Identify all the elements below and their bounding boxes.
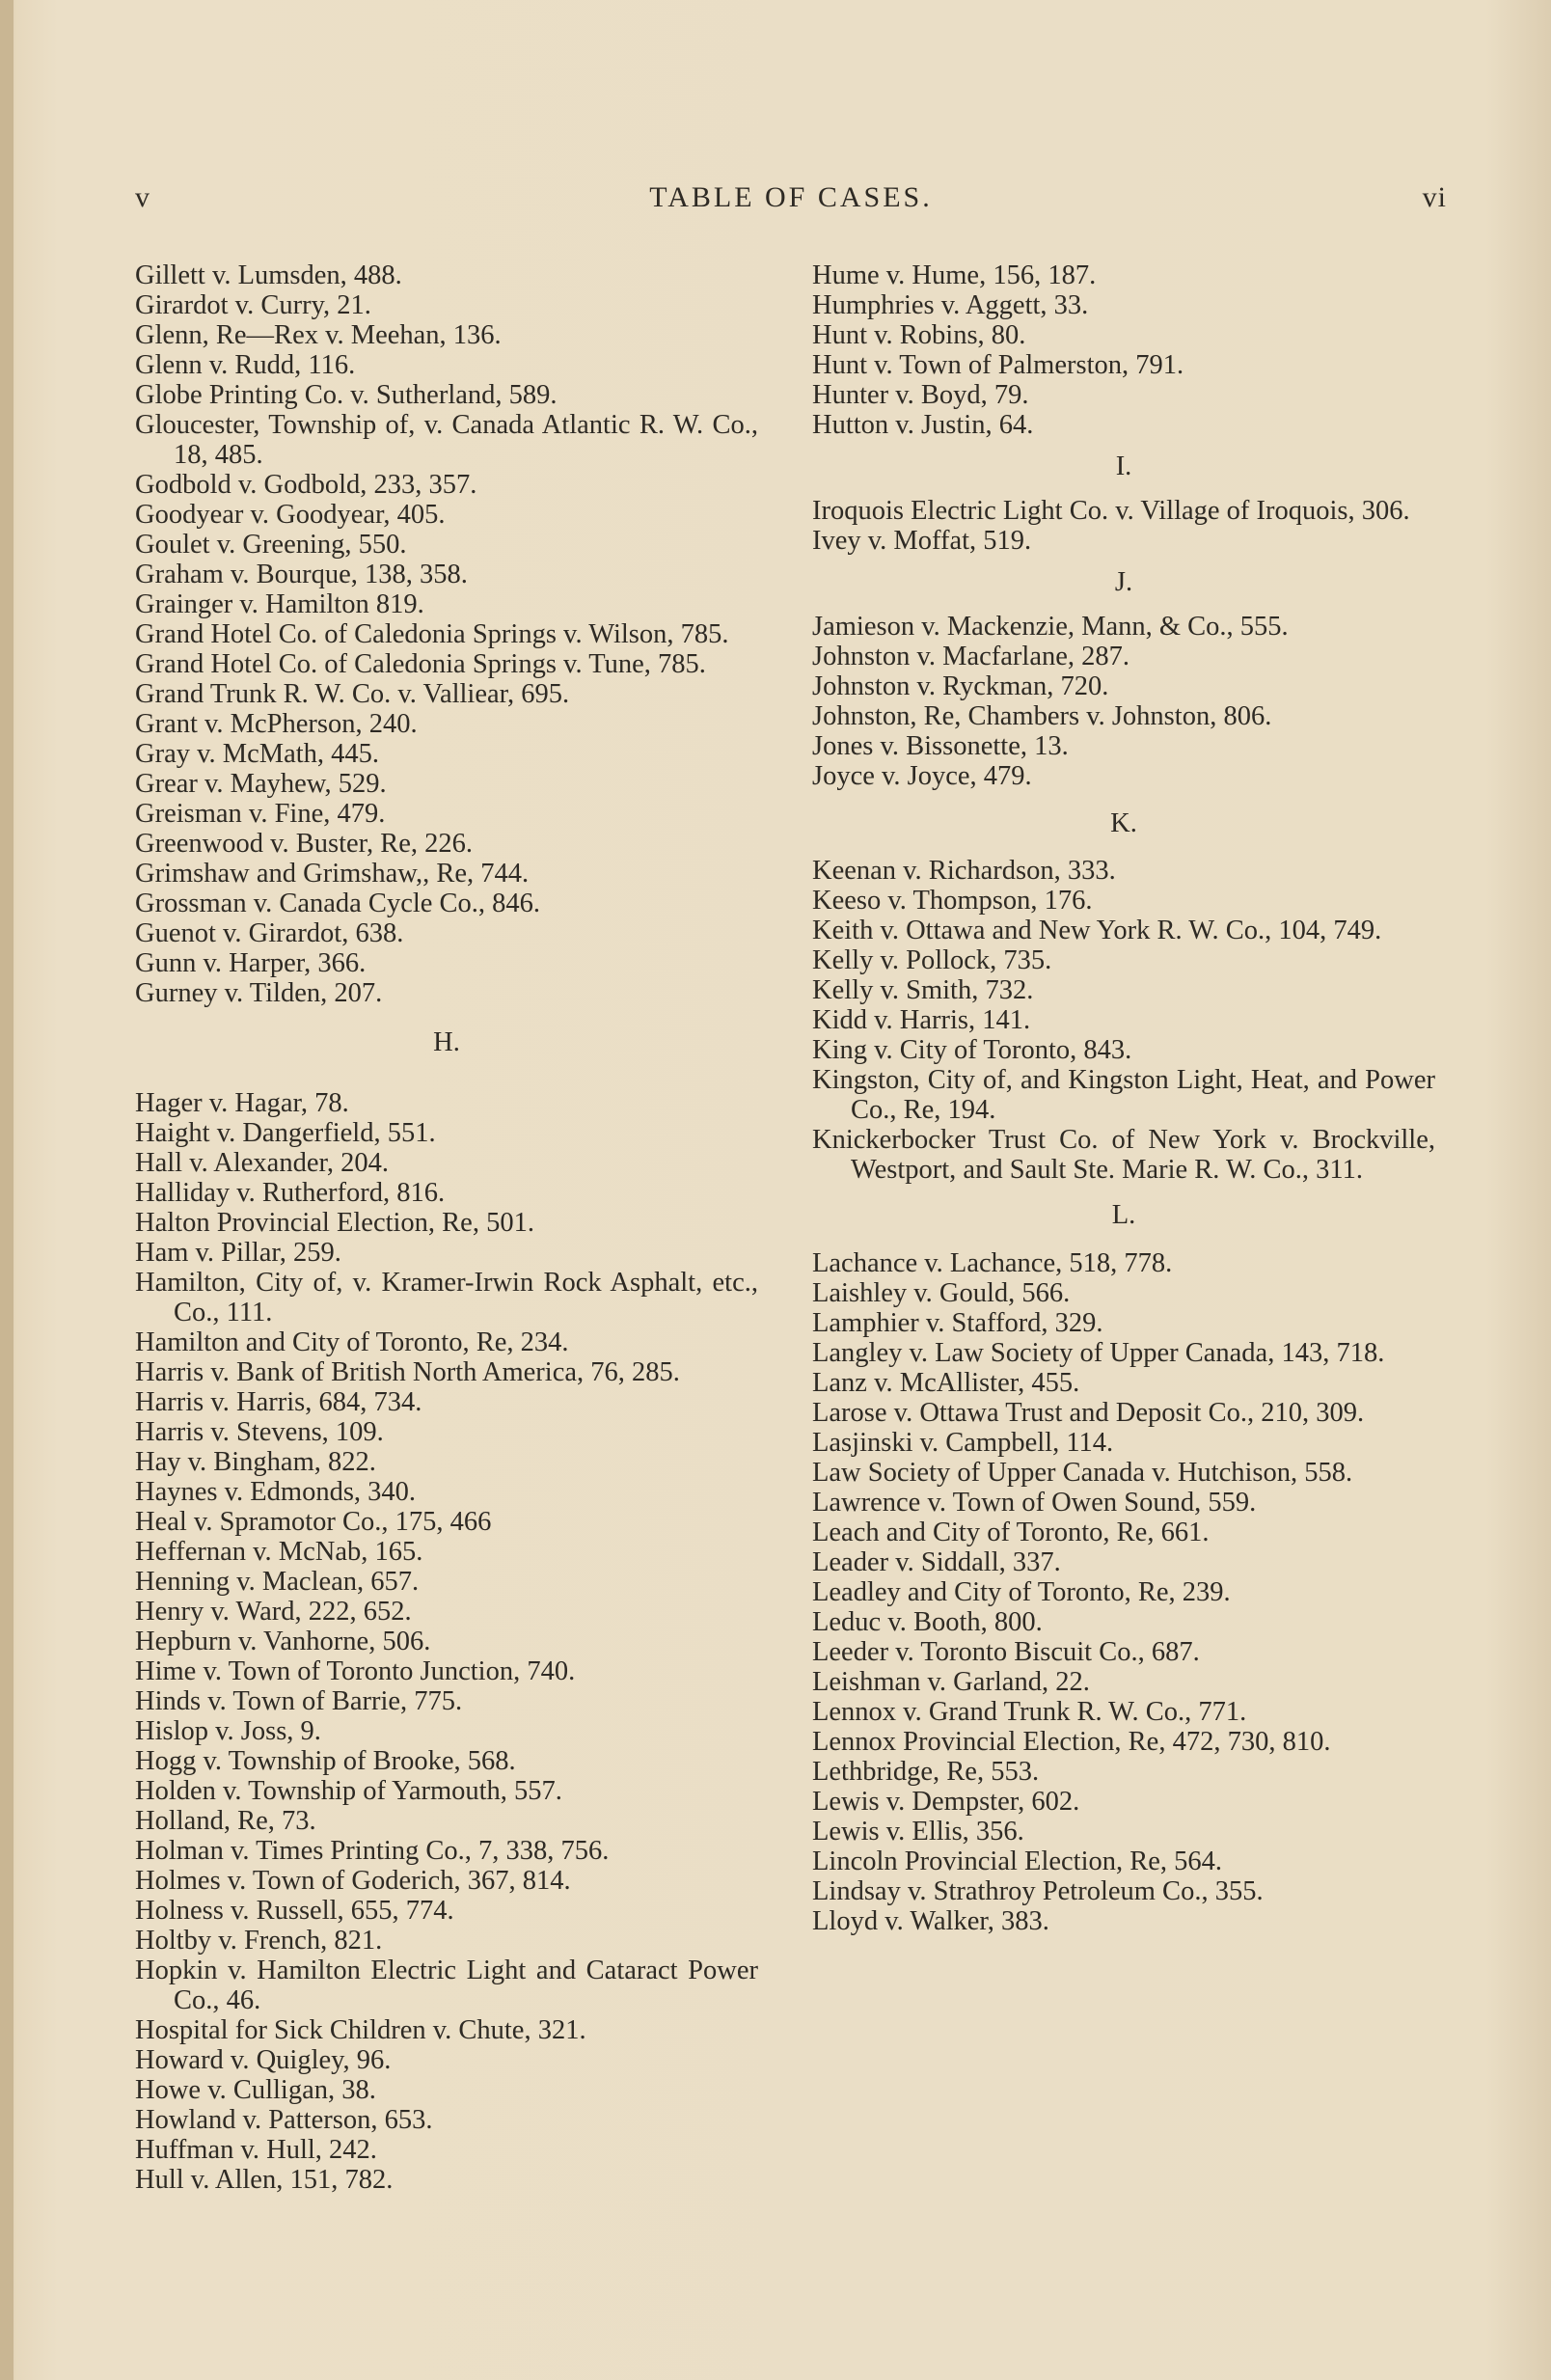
case-entry: Grimshaw and Grimshaw,, Re, 744. — [135, 859, 530, 889]
case-entry: Laishley v. Gould, 566. — [812, 1278, 1071, 1308]
case-entry: Lawrence v. Town of Owen Sound, 559. — [812, 1488, 1257, 1518]
case-entry: Glenn, Re—Rex v. Meehan, 136. — [135, 320, 502, 350]
case-entry: Hume v. Hume, 156, 187. — [812, 260, 1097, 290]
case-entry: Keeso v. Thompson, 176. — [812, 886, 1093, 916]
case-entry: Lanz v. McAllister, 455. — [812, 1368, 1080, 1398]
case-entry: Iroquois Electric Light Co. v. Village of Iroquois, 306. — [812, 496, 1410, 526]
case-entry: Hunt v. Town of Palmerston, 791. — [812, 350, 1184, 380]
case-entry: Lindsay v. Strathroy Petroleum Co., 355. — [812, 1876, 1264, 1906]
case-entry: Haight v. Dangerfield, 551. — [135, 1118, 436, 1148]
case-entry: Keith v. Ottawa and New York R. W. Co., 104, 749. — [812, 916, 1382, 945]
case-entry: Grossman v. Canada Cycle Co., 846. — [135, 889, 541, 918]
case-entry: Grear v. Mayhew, 529. — [135, 769, 387, 799]
case-entry: Larose v. Ottawa Trust and Deposit Co., 210, 309. — [812, 1398, 1365, 1428]
case-entry: Harris v. Bank of British North America, 76, 285. — [135, 1357, 680, 1387]
case-entry: Harris v. Stevens, 109. — [135, 1417, 384, 1447]
case-entry: Lethbridge, Re, 553. — [812, 1757, 1040, 1787]
case-entry: Kelly v. Pollock, 735. — [812, 945, 1052, 975]
case-entry: Ivey v. Moffat, 519. — [812, 526, 1032, 556]
case-entry: Guenot v. Girardot, 638. — [135, 918, 404, 948]
case-entry: Leduc v. Booth, 800. — [812, 1607, 1043, 1637]
case-entry: Leishman v. Garland, 22. — [812, 1667, 1090, 1697]
section-letter-heading: K. — [1110, 808, 1137, 838]
case-entry: Hamilton and City of Toronto, Re, 234. — [135, 1327, 569, 1357]
case-entry: Grant v. McPherson, 240. — [135, 709, 418, 739]
case-entry: Godbold v. Godbold, 233, 357. — [135, 470, 477, 500]
case-entry: Keenan v. Richardson, 333. — [812, 856, 1116, 886]
case-entry: Holland, Re, 73. — [135, 1806, 316, 1836]
case-entry: Johnston v. Macfarlane, 287. — [812, 642, 1129, 671]
case-entry: Globe Printing Co. v. Sutherland, 589. — [135, 380, 558, 410]
case-entry: Greisman v. Fine, 479. — [135, 799, 386, 829]
running-header — [135, 181, 1447, 220]
case-entry: Gray v. McMath, 445. — [135, 739, 380, 769]
case-entry: Hunter v. Boyd, 79. — [812, 380, 1029, 410]
case-entry: Law Society of Upper Canada v. Hutchison, 558. — [812, 1458, 1353, 1488]
case-entry: Johnston, Re, Chambers v. Johnston, 806. — [812, 701, 1272, 731]
case-entry: Knickerbocker Trust Co. of New York v. Brockville, Westport, and Sault Ste. Marie R. W. Co., 311. — [812, 1125, 1435, 1185]
case-entry: Halton Provincial Election, Re, 501. — [135, 1208, 534, 1238]
case-entry: Joyce v. Joyce, 479. — [812, 761, 1032, 791]
section-letter-heading: L. — [1111, 1200, 1136, 1230]
case-entry: Hogg v. Township of Brooke, 568. — [135, 1746, 516, 1776]
case-entry: Heal v. Spramotor Co., 175, 466 — [135, 1507, 492, 1537]
section-letter-heading: J. — [1114, 567, 1133, 597]
case-entry: Halliday v. Rutherford, 816. — [135, 1178, 446, 1208]
page-title: TABLE OF CASES. — [649, 181, 933, 213]
case-entry: Grand Trunk R. W. Co. v. Valliear, 695. — [135, 679, 570, 709]
case-entry: Lewis v. Ellis, 356. — [812, 1817, 1024, 1847]
case-entry: Hall v. Alexander, 204. — [135, 1148, 389, 1178]
case-entry: Lachance v. Lachance, 518, 778. — [812, 1248, 1173, 1278]
case-entry: Hopkin v. Hamilton Electric Light and Cataract Power Co., 46. — [135, 1956, 758, 2015]
case-entry: King v. City of Toronto, 843. — [812, 1035, 1132, 1065]
case-entry: Grand Hotel Co. of Caledonia Springs v. Tune, 785. — [135, 649, 706, 679]
case-entry: Hinds v. Town of Barrie, 775. — [135, 1686, 463, 1716]
page-binding-edge — [0, 0, 14, 2380]
case-entry: Haynes v. Edmonds, 340. — [135, 1477, 417, 1507]
case-entry: Hutton v. Justin, 64. — [812, 410, 1034, 440]
case-entry: Huffman v. Hull, 242. — [135, 2135, 377, 2165]
case-entry: Lennox Provincial Election, Re, 472, 730, 810. — [812, 1727, 1331, 1757]
case-entry: Heffernan v. McNab, 165. — [135, 1537, 423, 1567]
case-entry: Kidd v. Harris, 141. — [812, 1005, 1031, 1035]
case-entry: Hepburn v. Vanhorne, 506. — [135, 1627, 431, 1656]
case-entry: Harris v. Harris, 684, 734. — [135, 1387, 422, 1417]
case-entry: Kingston, City of, and Kingston Light, Heat, and Power Co., Re, 194. — [812, 1065, 1435, 1125]
case-entry: Leach and City of Toronto, Re, 661. — [812, 1518, 1210, 1547]
case-entry: Holden v. Township of Yarmouth, 557. — [135, 1776, 562, 1806]
case-entry: Jones v. Bissonette, 13. — [812, 731, 1069, 761]
case-entry: Kelly v. Smith, 732. — [812, 975, 1034, 1005]
case-entry: Hager v. Hagar, 78. — [135, 1088, 349, 1118]
case-entry: Holtby v. French, 821. — [135, 1926, 383, 1956]
case-entry: Ham v. Pillar, 259. — [135, 1238, 341, 1268]
case-entry: Leader v. Siddall, 337. — [812, 1547, 1061, 1577]
section-letter-heading: H. — [433, 1027, 460, 1057]
case-entry: Goodyear v. Goodyear, 405. — [135, 500, 446, 530]
case-entry: Hime v. Town of Toronto Junction, 740. — [135, 1656, 576, 1686]
case-entry: Henning v. Maclean, 657. — [135, 1567, 420, 1597]
case-entry: Holmes v. Town of Goderich, 367, 814. — [135, 1866, 571, 1896]
case-entry: Henry v. Ward, 222, 652. — [135, 1597, 412, 1627]
case-entry: Gloucester, Township of, v. Canada Atlantic R. W. Co., 18, 485. — [135, 410, 758, 470]
case-entry: Lloyd v. Walker, 383. — [812, 1906, 1049, 1936]
case-entry: Grand Hotel Co. of Caledonia Springs v. Wilson, 785. — [135, 619, 729, 649]
case-entry: Grainger v. Hamilton 819. — [135, 589, 424, 619]
case-entry: Hislop v. Joss, 9. — [135, 1716, 321, 1746]
left-page-number: v — [135, 181, 150, 213]
case-entry: Johnston v. Ryckman, 720. — [812, 671, 1109, 701]
case-entry: Holness v. Russell, 655, 774. — [135, 1896, 454, 1926]
case-entry: Gillett v. Lumsden, 488. — [135, 260, 402, 290]
case-entry: Lewis v. Dempster, 602. — [812, 1787, 1080, 1817]
case-entry: Hamilton, City of, v. Kramer-Irwin Rock Asphalt, etc., Co., 111. — [135, 1268, 758, 1327]
case-entry: Graham v. Bourque, 138, 358. — [135, 560, 468, 589]
case-entry: Hay v. Bingham, 822. — [135, 1447, 376, 1477]
case-entry: Lennox v. Grand Trunk R. W. Co., 771. — [812, 1697, 1247, 1727]
case-entry: Howe v. Culligan, 38. — [135, 2075, 376, 2105]
case-entry: Lincoln Provincial Election, Re, 564. — [812, 1847, 1223, 1876]
case-entry: Lasjinski v. Campbell, 114. — [812, 1428, 1114, 1458]
case-entry: Gunn v. Harper, 366. — [135, 948, 367, 978]
case-entry: Glenn v. Rudd, 116. — [135, 350, 356, 380]
case-entry: Humphries v. Aggett, 33. — [812, 290, 1089, 320]
case-entry: Jamieson v. Mackenzie, Mann, & Co., 555. — [812, 612, 1289, 642]
case-entry: Gurney v. Tilden, 207. — [135, 978, 383, 1008]
case-entry: Goulet v. Greening, 550. — [135, 530, 407, 560]
right-column — [812, 260, 1435, 1936]
left-column — [135, 260, 758, 2195]
case-entry: Greenwood v. Buster, Re, 226. — [135, 829, 474, 859]
case-entry: Hull v. Allen, 151, 782. — [135, 2165, 394, 2195]
case-entry: Holman v. Times Printing Co., 7, 338, 756. — [135, 1836, 610, 1866]
case-entry: Howland v. Patterson, 653. — [135, 2105, 433, 2135]
right-page-number: vi — [1422, 181, 1447, 213]
case-entry: Lamphier v. Stafford, 329. — [812, 1308, 1103, 1338]
case-entry: Leadley and City of Toronto, Re, 239. — [812, 1577, 1231, 1607]
case-entry: Hunt v. Robins, 80. — [812, 320, 1026, 350]
section-letter-heading: I. — [1115, 451, 1132, 481]
case-entry: Hospital for Sick Children v. Chute, 321. — [135, 2015, 586, 2045]
case-entry: Girardot v. Curry, 21. — [135, 290, 371, 320]
case-entry: Howard v. Quigley, 96. — [135, 2045, 392, 2075]
case-entry: Leeder v. Toronto Biscuit Co., 687. — [812, 1637, 1200, 1667]
case-entry: Langley v. Law Society of Upper Canada, 143, 718. — [812, 1338, 1385, 1368]
